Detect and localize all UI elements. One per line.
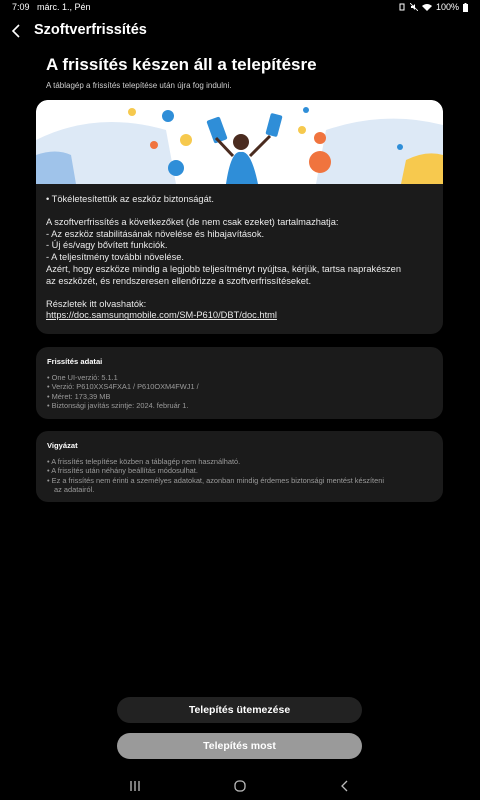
home-icon[interactable] (228, 778, 252, 794)
status-icons (398, 2, 468, 12)
notes-line: - Új és/vagy bővített funkciók. (46, 240, 168, 251)
install-now-button[interactable]: Telepítés most (117, 733, 362, 759)
vibrate-icon (398, 3, 406, 11)
banner-artwork (36, 100, 443, 184)
list-item: • A frissítés telepítése közben a táblagép nem használható. (47, 457, 241, 466)
page-title: Szoftverfrissítés (34, 22, 147, 38)
list-item: • Ez a frissítés nem érinti a személyes adatokat, azonban mindig érdemes biztonsági mentést készíteni (47, 475, 384, 485)
notes-line: Részletek itt olvashatók: (46, 298, 147, 309)
navigation-bar (0, 772, 480, 800)
recent-apps-icon[interactable] (123, 778, 147, 794)
notes-line: Azért, hogy eszköze mindig a legjobb teljesítményt nyújtsa, kérjük, tartsa naprakészen (46, 263, 402, 274)
restart-notice: A táblagép a frissítés telepítése után újra fog indulni. (46, 81, 232, 90)
caution-list (47, 457, 435, 494)
update-info-list (47, 373, 435, 410)
list-item: • Biztonsági javítás szintje: 2024. február 1. (47, 400, 189, 410)
status-time: 7:09 (12, 2, 30, 12)
notes-line: A szoftverfrissítés a következőket (de nem csak ezeket) tartalmazhatja: (46, 216, 339, 227)
update-info-title: Frissítés adatai (47, 357, 103, 366)
update-ready-title: A frissítés készen áll a telepítésre (46, 55, 317, 74)
status-bar (0, 0, 480, 14)
mute-icon (410, 3, 418, 11)
battery-percent: 100% (435, 2, 459, 12)
list-item: • A frissítés után néhány beállítás módosulhat. (47, 466, 198, 476)
wifi-icon (422, 3, 432, 11)
back-icon[interactable] (333, 778, 357, 794)
list-item: • One UI-verzió: 5.1.1 (47, 373, 118, 382)
list-item: • Méret: 173,39 MB (47, 391, 111, 401)
notes-line: az eszközét, és rendszeresen ellenőrizze a szoftverfrissítéseket. (46, 275, 312, 286)
back-arrow-icon[interactable] (8, 22, 26, 40)
notes-line: - Az eszköz stabilitásának növelése és hibajavítások. (46, 228, 265, 239)
status-date: márc. 1., Pén (37, 2, 91, 12)
list-item: az adatairól. (54, 484, 95, 494)
caution-title: Vigyázat (47, 441, 78, 450)
release-notes-card[interactable] (36, 100, 443, 334)
notes-line: • Tökéletesítettük az eszköz biztonságát. (46, 194, 214, 204)
caution-card (36, 431, 443, 502)
update-banner-illustration (36, 100, 443, 184)
notes-line: - A teljesítmény további növelése. (46, 252, 184, 263)
battery-icon (463, 3, 468, 12)
details-link[interactable]: https://doc.samsungmobile.com/SM-P610/DBT/doc.html (46, 310, 277, 321)
app-header (0, 18, 480, 46)
list-item: • Verzió: P610XXS4FXA1 / P610OXM4FWJ1 / (47, 382, 199, 392)
schedule-install-button[interactable]: Telepítés ütemezése (117, 697, 362, 723)
release-notes-text (46, 194, 438, 322)
update-info-card (36, 347, 443, 419)
